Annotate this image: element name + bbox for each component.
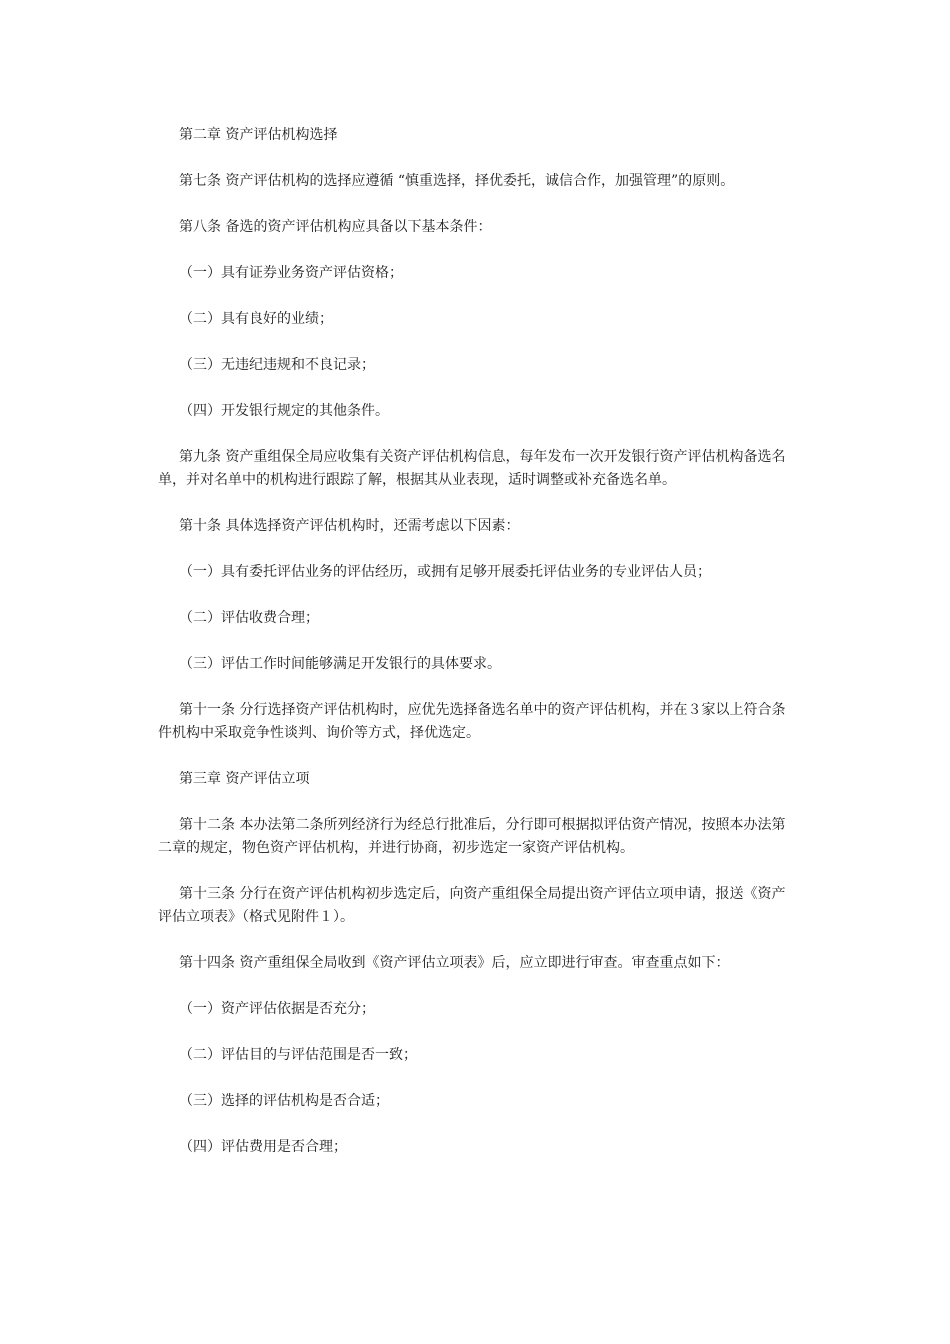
article-11: 第十一条 分行选择资产评估机构时，应优先选择备选名单中的资产评估机构，并在３家以上符合条件机构中采取竞争性谈判、询价等方式，择优选定。 [158,702,786,741]
document-body [158,124,790,1182]
list-item: （一）具有委托评估业务的评估经历，或拥有足够开展委托评估业务的专业评估人员； [179,564,711,580]
article-14: 第十四条 资产重组保全局收到《资产评估立项表》后，应立即进行审查。审查重点如下： [179,955,730,971]
list-item: （四）开发银行规定的其他条件。 [179,403,389,419]
article-9: 第九条 资产重组保全局应收集有关资产评估机构信息，每年发布一次开发银行资产评估机构备选名单，并对名单中的机构进行跟踪了解，根据其从业表现，适时调整或补充备选名单。 [158,449,786,488]
chapter-heading: 第二章 资产评估机构选择 [179,127,338,143]
chapter-heading: 第三章 资产评估立项 [179,771,310,787]
list-item: （三）无违纪违规和不良记录； [179,357,375,373]
article-13: 第十三条 分行在资产评估机构初步选定后，向资产重组保全局提出资产评估立项申请，报送《资产评估立项表》（格式见附件１）。 [158,886,786,925]
list-item: （四）评估费用是否合理； [179,1139,347,1155]
list-item: （三）选择的评估机构是否合适； [179,1093,389,1109]
article-7: 第七条 资产评估机构的选择应遵循 “慎重选择，择优委托，诚信合作，加强管理”的原则。 [179,173,735,189]
list-item: （三）评估工作时间能够满足开发银行的具体要求。 [179,656,501,672]
list-item: （一）资产评估依据是否充分； [179,1001,375,1017]
list-item: （二）评估收费合理； [179,610,319,626]
list-item: （二）评估目的与评估范围是否一致； [179,1047,417,1063]
list-item: （二）具有良好的业绩； [179,311,333,327]
list-item: （一）具有证券业务资产评估资格； [179,265,403,281]
article-12: 第十二条 本办法第二条所列经济行为经总行批准后，分行即可根据拟评估资产情况，按照本办法第二章的规定，物色资产评估机构，并进行协商，初步选定一家资产评估机构。 [158,817,786,856]
article-8: 第八条 备选的资产评估机构应具备以下基本条件： [179,219,492,235]
article-10: 第十条 具体选择资产评估机构时，还需考虑以下因素： [179,518,520,534]
